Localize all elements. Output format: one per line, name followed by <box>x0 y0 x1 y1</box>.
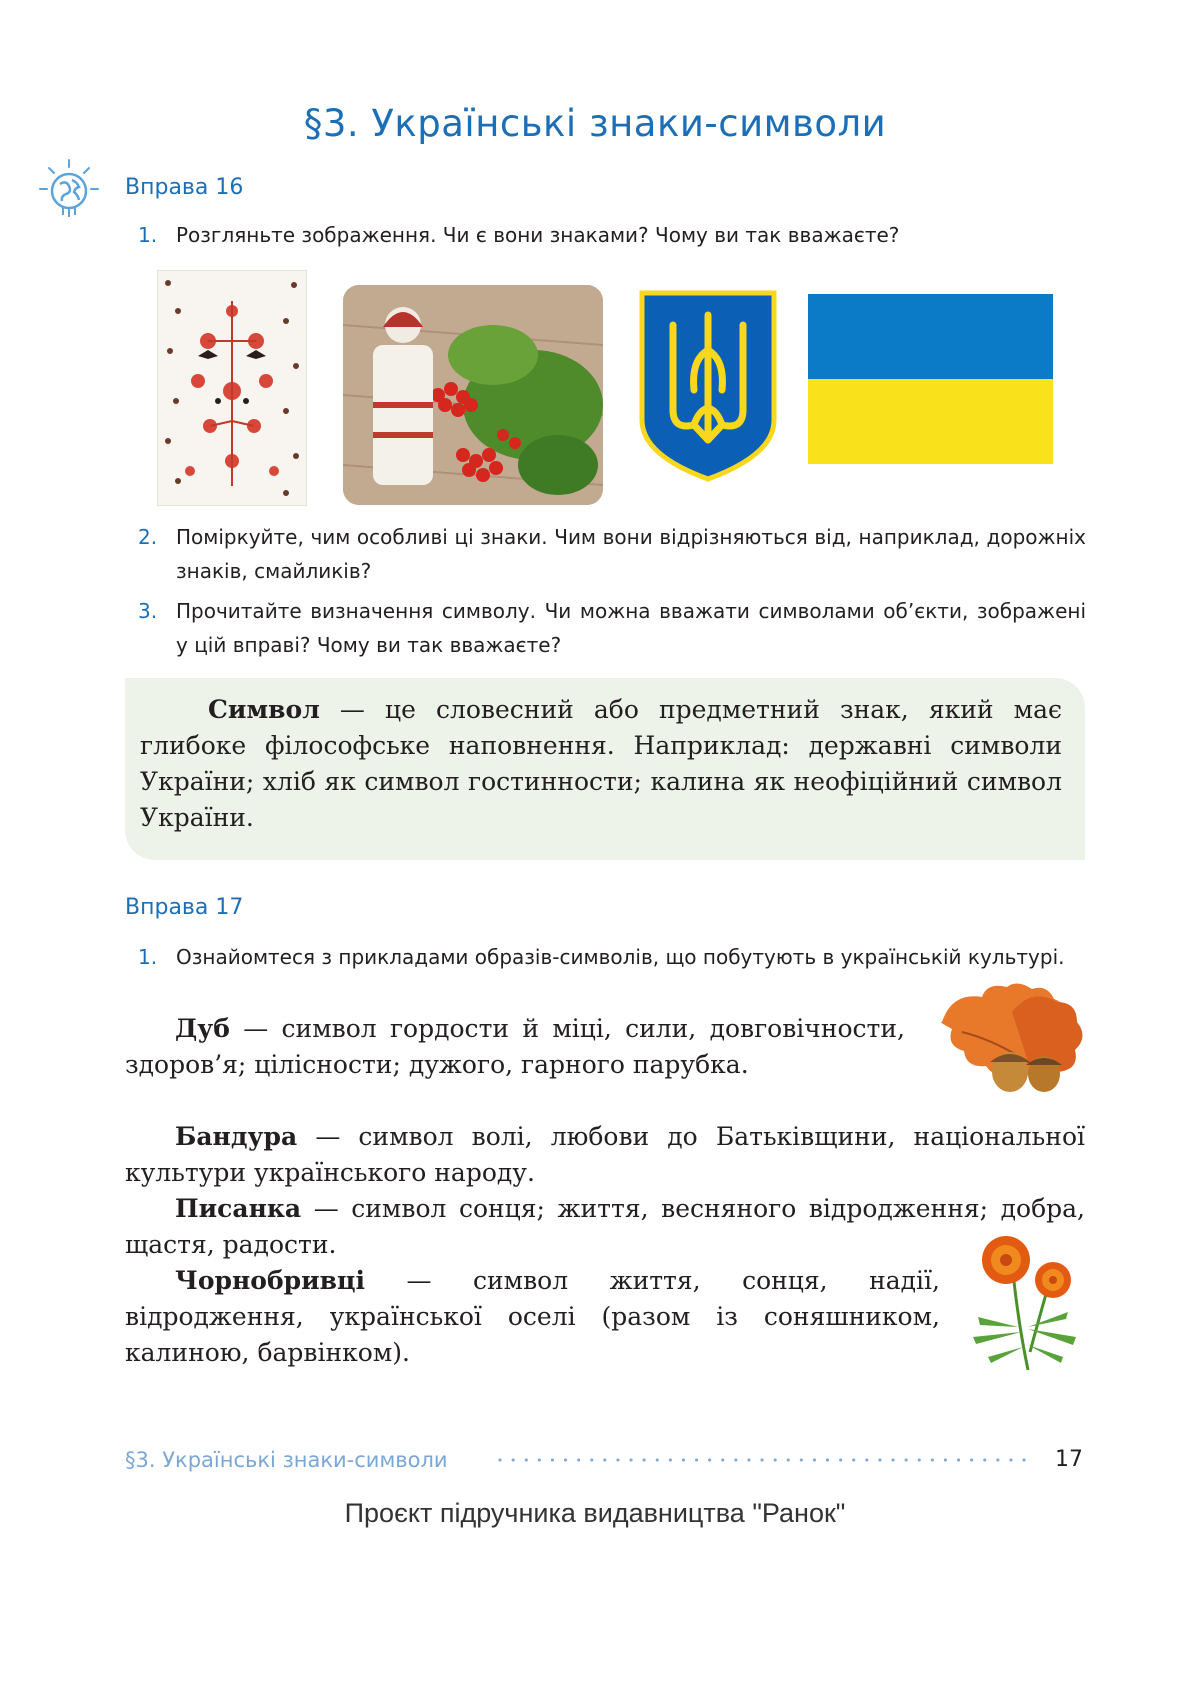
symbol-pysanka <box>125 1191 1085 1263</box>
exercise-16-item-2 <box>138 520 1086 588</box>
marigold-flower-image <box>958 1232 1084 1372</box>
definition-body: — це словесний або предметний знак, який має глибоке філософське наповнення. Наприклад: державні символи України; хліб як символ гостинности; калина як неофіційний символ України. <box>140 695 1062 832</box>
symbol-term: Писанка <box>175 1194 302 1223</box>
item-text: Ознайомтеся з прикладами образів-символів, що побутують в українській культурі. <box>176 945 1065 969</box>
item-text: Прочитайте визначення символу. Чи можна вважати символами об’єкти, зображені у цій вправі? Чому ви так вважаєте? <box>176 599 1086 657</box>
project-note: Проєкт підручника видавництва "Ранок" <box>344 1498 846 1528</box>
exercise-16-item-3 <box>138 594 1086 662</box>
oak-leaves-acorns-image <box>932 982 1084 1100</box>
exercise-17-item-1 <box>138 940 1086 974</box>
item-number: 3. <box>138 599 158 623</box>
symbol-term: Чорнобривці <box>175 1266 365 1295</box>
definition-box <box>125 678 1085 860</box>
symbol-text: — символ сонця; життя, весняного відродження; добра, щастя, радости. <box>125 1194 1085 1259</box>
page-number: 17 <box>1055 1447 1083 1472</box>
symbol-text: — символ волі, любови до Батьківщини, національної культури українського народу. <box>125 1122 1085 1187</box>
section-title: §3. Українські знаки-символи <box>303 102 887 145</box>
item-number: 1. <box>138 223 158 247</box>
item-text: Розгляньте зображення. Чи є вони знаками? Чому ви так вважаєте? <box>176 223 900 247</box>
symbol-oak <box>125 1011 905 1083</box>
motanka-doll-with-viburnum-image <box>343 285 603 505</box>
exercise-17-title: Вправа 17 <box>125 895 244 920</box>
item-text: Поміркуйте, чим особливі ці знаки. Чим вони відрізняються від, наприклад, дорожніх знаків, смайликів? <box>176 525 1086 583</box>
footer-dot-leader <box>498 1452 1038 1468</box>
symbol-term: Бандура <box>175 1122 298 1151</box>
coat-of-arms-image <box>639 290 777 482</box>
definition-term: Символ <box>208 695 320 724</box>
symbol-term: Дуб <box>175 1014 230 1043</box>
embroidered-towel-image <box>157 270 307 506</box>
item-number: 2. <box>138 525 158 549</box>
symbol-bandura <box>125 1119 1085 1191</box>
exercise-16-item-1 <box>138 218 1086 252</box>
exercise-globe-icon <box>38 158 100 220</box>
running-footer-title: §3. Українські знаки-символи <box>125 1448 448 1472</box>
item-number: 1. <box>138 945 158 969</box>
symbol-text: — символ життя, сонця, надії, відродження, української оселі (разом із соняшником, калиною, барвінком). <box>125 1266 940 1367</box>
symbol-marigold <box>125 1263 940 1371</box>
flag-of-ukraine-image <box>808 294 1053 464</box>
definition-text <box>140 692 1062 836</box>
exercise-16-title: Вправа 16 <box>125 175 244 200</box>
symbol-text: — символ гордости й міці, сили, довговічности, здоров’я; цілісности; дужого, гарного парубка. <box>125 1014 905 1079</box>
